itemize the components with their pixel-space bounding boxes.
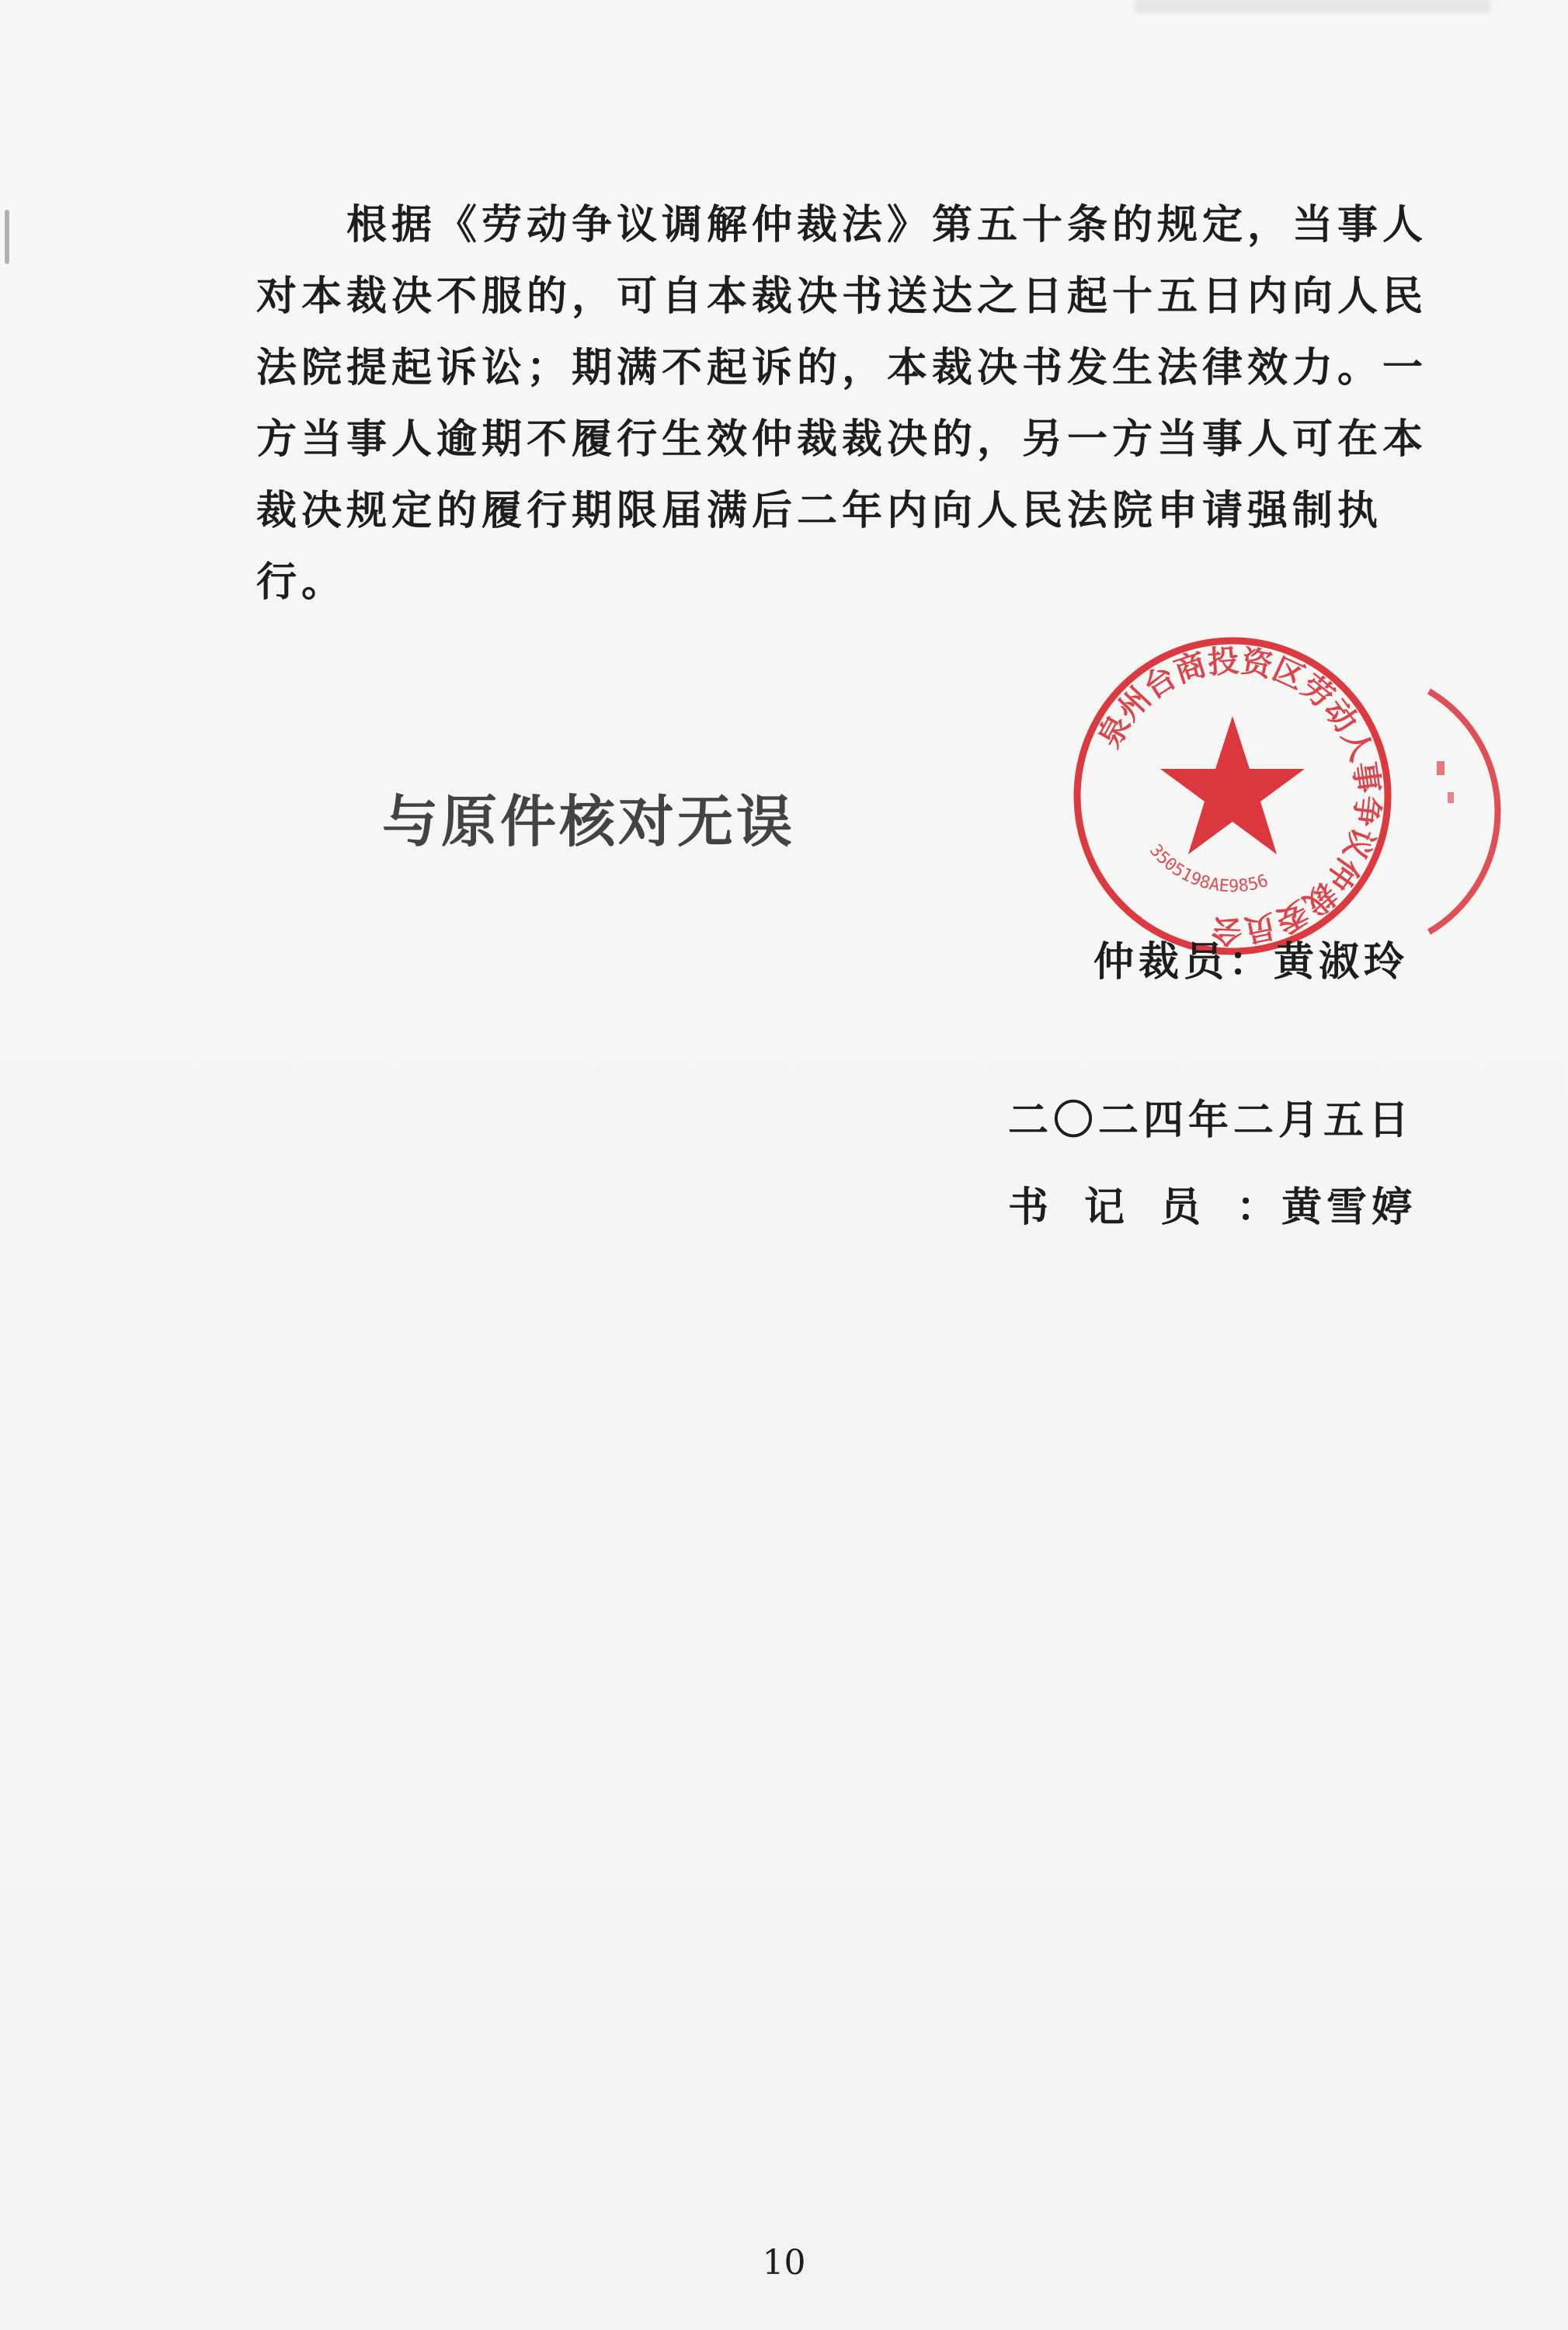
scan-artifact-top (1134, 0, 1491, 12)
partial-seal-mark (1437, 761, 1445, 775)
arbitrator-signature: 仲裁员：黄淑玲 (1093, 938, 1410, 986)
official-seal (1066, 629, 1399, 963)
scan-artifact-left-edge (5, 210, 9, 264)
paragraph-line: 行。 (256, 558, 347, 606)
partial-seal-mark (1448, 792, 1454, 803)
seal-number-path: 3505198AE9856 (1145, 840, 1271, 897)
seal-number (1146, 841, 1271, 896)
seal-text-path: 泉州台商投资区劳动人事争议仲裁委员会 (1091, 643, 1386, 949)
paragraph-line: 法院提起诉讼；期满不起诉的，本裁决书发生法律效力。一 (256, 344, 1428, 391)
decision-date: 二〇二四年二月五日 (1008, 1097, 1414, 1144)
clerk-signature (1008, 1174, 1417, 1233)
partial-seal-arc (1429, 691, 1497, 932)
appeal-notice-paragraph (256, 190, 1428, 618)
clerk-name: ：黄雪婷 (1236, 1184, 1417, 1231)
page-number: 10 (762, 2243, 806, 2283)
clerk-label: 书记员 (1008, 1184, 1237, 1231)
paragraph-line: 对本裁决不服的，可自本裁决书送达之日起十五日内向人民 (256, 273, 1428, 320)
paragraph-line: 根据《劳动争议调解仲裁法》第五十条的规定，当事人 (346, 201, 1428, 249)
paragraph-line: 裁决规定的履行期限届满后二年内向人民法院申请强制执 (256, 487, 1383, 534)
paragraph-line: 方当事人逾期不履行生效仲裁裁决的，另一方当事人可在本 (256, 416, 1428, 463)
partial-seal-edge (1421, 683, 1538, 940)
seal-star (1160, 716, 1305, 854)
verification-stamp: 与原件核对无误 (382, 789, 796, 854)
